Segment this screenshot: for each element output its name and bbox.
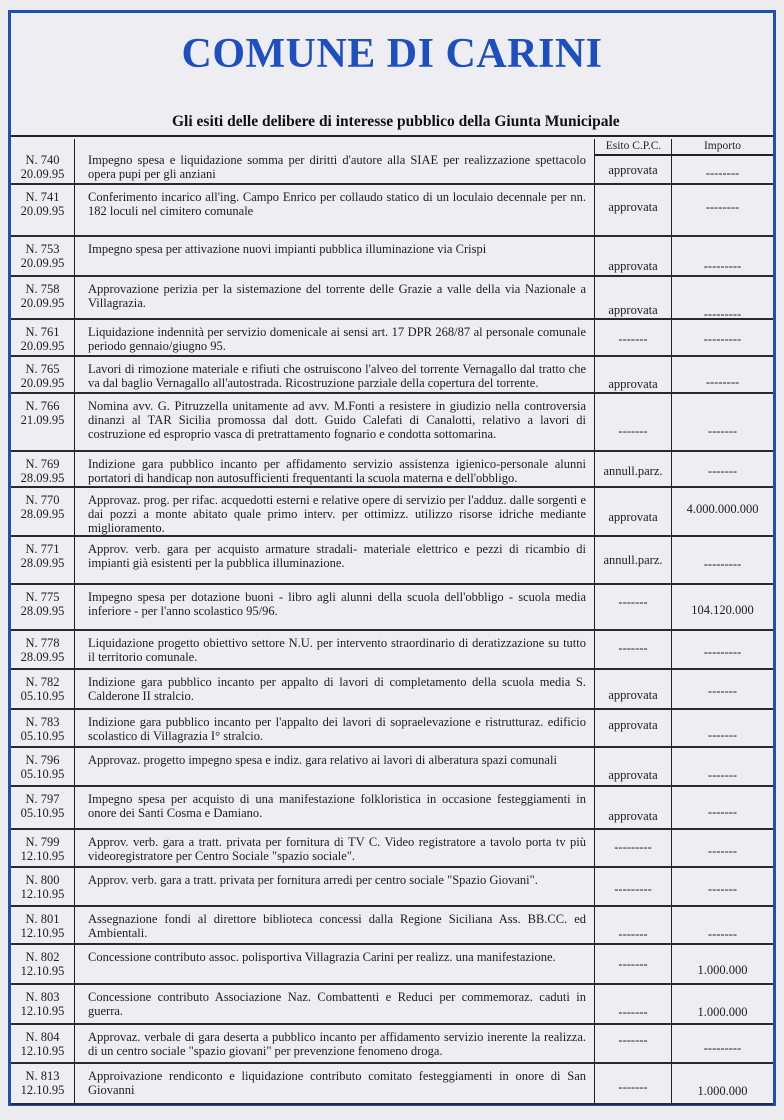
deliberation-number-cell bbox=[11, 1025, 75, 1062]
deliberation-number-cell bbox=[11, 488, 75, 535]
esito-value: approvata bbox=[608, 718, 658, 732]
deliberation-number: N. 803 bbox=[25, 990, 60, 1004]
importo-cell bbox=[672, 868, 773, 905]
table-row bbox=[11, 631, 773, 670]
importo-value: 1.000.000 bbox=[697, 1084, 748, 1098]
esito-cell bbox=[595, 748, 672, 785]
importo-cell bbox=[672, 537, 773, 583]
importo-value: ------- bbox=[707, 464, 738, 478]
importo-value: -------- bbox=[705, 200, 740, 214]
deliberation-number: N. 782 bbox=[25, 675, 60, 689]
esito-value: ------- bbox=[618, 927, 648, 941]
divider bbox=[11, 135, 773, 137]
deliberation-number: N. 769 bbox=[25, 457, 60, 471]
table-row bbox=[11, 585, 773, 631]
table-row bbox=[11, 748, 773, 787]
deliberation-number: N. 770 bbox=[25, 493, 60, 507]
esito-value: ------- bbox=[618, 424, 648, 438]
importo-cell bbox=[672, 830, 773, 866]
importo-value: --------- bbox=[703, 645, 742, 659]
deliberation-date: 28.09.95 bbox=[20, 604, 65, 618]
deliberation-number: N. 802 bbox=[25, 950, 60, 964]
table-row bbox=[11, 787, 773, 830]
esito-value: annull.parz. bbox=[603, 553, 663, 567]
importo-value: -------- bbox=[705, 375, 740, 389]
deliberation-description: Conferimento incarico all'ing. Campo Enrico per collaudo statico di un loculaio decennale per nn. 182 loculi nel cimitero comunale bbox=[75, 185, 595, 235]
table-row bbox=[11, 277, 773, 320]
deliberation-description: Impegno spesa per acquisto di una manifestazione folkloristica in occasione festeggiamenti in onore dei Santi Cosma e Damiano. bbox=[75, 787, 595, 828]
importo-value: --------- bbox=[703, 332, 742, 346]
deliberation-number: N. 801 bbox=[25, 912, 60, 926]
importo-cell bbox=[672, 488, 773, 535]
deliberation-description: Impegno spesa e liquidazione somma per diritti d'autore alla SIAE per realizzazione spettacolo opera pupi per gli anziani bbox=[75, 139, 595, 183]
deliberation-date: 12.10.95 bbox=[20, 1044, 65, 1058]
deliberation-date: 28.09.95 bbox=[20, 650, 65, 664]
deliberation-description: Lavori di rimozione materiale e rifiuti che ostruiscono l'alveo del torrente Vernagallo dal tratto che va dal baglio Vernagallo all'autostrada. Ricostruzione parziale della copertura del torrente. bbox=[75, 357, 595, 392]
esito-value: --------- bbox=[614, 882, 652, 896]
importo-cell bbox=[672, 945, 773, 983]
deliberation-number: N. 775 bbox=[25, 590, 60, 604]
deliberation-number: N. 740 bbox=[25, 153, 60, 167]
deliberation-date: 20.09.95 bbox=[20, 376, 65, 390]
deliberation-description: Approv. verb. gara a tratt. privata per fornitura arredi per centro sociale "Spazio Giovani". bbox=[75, 868, 595, 905]
importo-cell bbox=[672, 1064, 773, 1103]
deliberation-date: 20.09.95 bbox=[20, 204, 65, 218]
deliberation-number: N. 804 bbox=[25, 1030, 60, 1044]
importo-value: ------- bbox=[707, 805, 738, 819]
esito-cell bbox=[595, 670, 672, 708]
importo-cell bbox=[672, 1025, 773, 1062]
importo-cell bbox=[672, 670, 773, 708]
deliberation-number-cell bbox=[11, 945, 75, 983]
table-row bbox=[11, 710, 773, 748]
importo-cell bbox=[672, 277, 773, 321]
esito-value: ------- bbox=[618, 1005, 648, 1019]
importo-cell bbox=[672, 237, 773, 275]
esito-cell bbox=[595, 985, 672, 1023]
table-row bbox=[11, 907, 773, 945]
importo-value: ------- bbox=[707, 768, 738, 782]
deliberation-number: N. 778 bbox=[25, 636, 60, 650]
esito-cell bbox=[595, 830, 672, 866]
deliberation-date: 12.10.95 bbox=[20, 964, 65, 978]
esito-value: approvata bbox=[608, 303, 658, 317]
importo-cell bbox=[672, 787, 773, 828]
deliberation-number: N. 758 bbox=[25, 282, 60, 296]
importo-value: 104.120.000 bbox=[691, 603, 754, 617]
deliberation-description: Approivazione rendiconto e liquidazione contributo comitato festeggiamenti in onore di San Giovanni bbox=[75, 1064, 595, 1103]
table-row bbox=[11, 452, 773, 488]
importo-cell bbox=[672, 631, 773, 668]
deliberation-number-cell bbox=[11, 452, 75, 486]
deliberation-number-cell bbox=[11, 631, 75, 668]
deliberation-date: 12.10.95 bbox=[20, 1004, 65, 1018]
esito-value: ------- bbox=[618, 1033, 648, 1047]
deliberation-number-cell bbox=[11, 985, 75, 1023]
esito-cell bbox=[595, 1025, 672, 1062]
deliberation-number: N. 771 bbox=[25, 542, 60, 556]
table-row bbox=[11, 320, 773, 357]
importo-cell bbox=[672, 185, 773, 235]
deliberation-description: Liquidazione progetto obiettivo settore N.U. per intervento straordinario di deratizzazione su tutto il territorio comunale. bbox=[75, 631, 595, 668]
deliberation-description: Impegno spesa per dotazione buoni - libro agli alunni della scuola dell'obbligo - scuola media inferiore - per l'anno scolastico 95/96. bbox=[75, 585, 595, 629]
deliberation-number: N. 761 bbox=[25, 325, 60, 339]
deliberation-date: 28.09.95 bbox=[20, 507, 65, 521]
esito-value: approvata bbox=[608, 259, 658, 273]
esito-value: approvata bbox=[608, 809, 658, 823]
importo-cell bbox=[672, 139, 773, 183]
deliberation-number: N. 796 bbox=[25, 753, 60, 767]
esito-cell bbox=[595, 488, 672, 535]
esito-value: ------- bbox=[618, 1080, 648, 1094]
esito-cell bbox=[595, 537, 672, 583]
importo-value: 1.000.000 bbox=[697, 1005, 748, 1019]
deliberation-date: 12.10.95 bbox=[20, 849, 65, 863]
table-row bbox=[11, 830, 773, 868]
table-row bbox=[11, 868, 773, 907]
importo-value: ------- bbox=[707, 882, 738, 896]
table-row bbox=[11, 1064, 773, 1105]
importo-value: -------- bbox=[705, 166, 740, 180]
esito-cell bbox=[595, 585, 672, 629]
deliberation-number-cell bbox=[11, 237, 75, 275]
deliberation-description: Concessione contributo assoc. polisportiva Villagrazia Carini per realizz. una manifestazione. bbox=[75, 945, 595, 983]
deliberation-description: Approvazione perizia per la sistemazione del torrente delle Grazie a valle della via Nazionale a Villagrazia. bbox=[75, 277, 595, 318]
deliberation-date: 12.10.95 bbox=[20, 1083, 65, 1097]
esito-value: ------- bbox=[618, 957, 648, 971]
deliberation-number: N. 813 bbox=[25, 1069, 60, 1083]
deliberation-date: 05.10.95 bbox=[20, 767, 65, 781]
deliberation-number-cell bbox=[11, 830, 75, 866]
esito-cell bbox=[595, 710, 672, 746]
deliberation-description: Concessione contributo Associazione Naz. Combattenti e Reduci per commemoraz. caduti in guerra. bbox=[75, 985, 595, 1023]
deliberation-date: 20.09.95 bbox=[20, 167, 65, 181]
importo-cell bbox=[672, 585, 773, 629]
deliberation-number-cell bbox=[11, 139, 75, 183]
importo-value: --------- bbox=[703, 259, 742, 273]
deliberation-number: N. 799 bbox=[25, 835, 60, 849]
esito-cell bbox=[595, 945, 672, 983]
deliberation-number: N. 741 bbox=[25, 190, 60, 204]
deliberation-number-cell bbox=[11, 585, 75, 629]
esito-value: approvata bbox=[608, 510, 658, 524]
esito-value: approvata bbox=[608, 377, 658, 391]
esito-cell bbox=[595, 277, 672, 318]
column-header-importo: Importo bbox=[703, 140, 742, 152]
deliberation-number-cell bbox=[11, 320, 75, 355]
esito-value: --------- bbox=[614, 840, 652, 854]
deliberation-description: Approvaz. verbale di gara deserta a pubblico incanto per affidamento servizio inerente la realizza. di un centro sociale "spazio giovani" per prevenzione fenomeno droga. bbox=[75, 1025, 595, 1062]
esito-cell bbox=[595, 237, 672, 275]
importo-value: ------- bbox=[707, 684, 738, 698]
deliberation-number-cell bbox=[11, 670, 75, 708]
esito-cell bbox=[595, 320, 672, 355]
esito-cell bbox=[595, 452, 672, 486]
table-row bbox=[11, 985, 773, 1025]
deliberation-description: Approvaz. prog. per rifac. acquedotti esterni e relative opere di servizio per l'adduz. dalle sorgenti e dai pozzi a monte abitato quale primo interv. per ottimizz. utilizzo risorse idriche mediante miglioramento. bbox=[75, 488, 595, 535]
deliberation-description: Approv. verb. gara a tratt. privata per fornitura di TV C. Video registratore a tavolo porta tv più videoregistratore per Centro Sociale "spazio sociale". bbox=[75, 830, 595, 866]
deliberation-number-cell bbox=[11, 277, 75, 318]
esito-cell bbox=[595, 357, 672, 392]
deliberation-date: 21.09.95 bbox=[20, 413, 65, 427]
importo-cell bbox=[672, 748, 773, 785]
deliberation-description: Assegnazione fondi al direttore biblioteca concessi dalla Regione Siciliana Ass. BB.CC. ed Ambientali. bbox=[75, 907, 595, 943]
deliberation-number-cell bbox=[11, 907, 75, 943]
table-row bbox=[11, 394, 773, 452]
table-row bbox=[11, 670, 773, 710]
deliberation-date: 28.09.95 bbox=[20, 556, 65, 570]
table-row bbox=[11, 139, 773, 185]
importo-value: ------- bbox=[707, 927, 738, 941]
importo-value: 1.000.000 bbox=[697, 963, 748, 977]
column-header-esito: Esito C.P.C. bbox=[605, 140, 662, 152]
esito-cell bbox=[595, 787, 672, 828]
importo-cell bbox=[672, 452, 773, 486]
esito-cell bbox=[595, 868, 672, 905]
importo-value: ------- bbox=[707, 728, 738, 742]
esito-value: approvata bbox=[608, 163, 658, 177]
deliberation-description: Approvaz. progetto impegno spesa e indiz. gara relativo ai lavori di alberatura spazi comunali bbox=[75, 748, 595, 785]
page-subtitle: Gli esiti delle delibere di interesse pubblico della Giunta Municipale bbox=[172, 113, 620, 130]
deliberation-number-cell bbox=[11, 787, 75, 828]
deliberation-number-cell bbox=[11, 357, 75, 392]
table-row bbox=[11, 357, 773, 394]
importo-cell bbox=[672, 985, 773, 1023]
deliberation-description: Impegno spesa per attivazione nuovi impianti pubblica illuminazione via Crispi bbox=[75, 237, 595, 275]
importo-cell bbox=[672, 394, 773, 450]
table-row bbox=[11, 185, 773, 237]
esito-cell bbox=[595, 631, 672, 668]
deliberation-number-cell bbox=[11, 394, 75, 450]
deliberation-number: N. 797 bbox=[25, 792, 60, 806]
deliberation-date: 20.09.95 bbox=[20, 256, 65, 270]
importo-value: --------- bbox=[703, 1041, 742, 1055]
deliberation-number: N. 765 bbox=[25, 362, 60, 376]
esito-cell bbox=[595, 394, 672, 450]
importo-value: --------- bbox=[703, 307, 742, 321]
importo-value: --------- bbox=[703, 557, 742, 571]
table-row bbox=[11, 537, 773, 585]
deliberation-date: 12.10.95 bbox=[20, 926, 65, 940]
deliberation-number-cell bbox=[11, 185, 75, 235]
deliberation-date: 05.10.95 bbox=[20, 806, 65, 820]
esito-cell bbox=[595, 907, 672, 943]
table-row bbox=[11, 945, 773, 985]
table-row bbox=[11, 488, 773, 537]
deliberation-number-cell bbox=[11, 748, 75, 785]
esito-value: approvata bbox=[608, 768, 658, 782]
deliberation-number-cell bbox=[11, 710, 75, 746]
deliberation-description: Nomina avv. G. Pitruzzella unitamente ad avv. M.Fonti a resistere in giudizio nella controversia dinanzi al TAR Sicilia promossa dal dott. Guido Calefati di Canalotti, relativo a lavori di costruzione ed esproprio vasca di pretrattamento fognario e condotta sottomarina. bbox=[75, 394, 595, 450]
deliberation-number-cell bbox=[11, 537, 75, 583]
esito-cell bbox=[595, 1064, 672, 1103]
esito-value: ------- bbox=[618, 332, 648, 346]
deliberation-date: 20.09.95 bbox=[20, 339, 65, 353]
importo-value: ------- bbox=[707, 844, 738, 858]
esito-value: ------- bbox=[618, 641, 648, 655]
table-row bbox=[11, 1025, 773, 1064]
deliberation-description: Indizione gara pubblico incanto per affidamento servizio assistenza igienico-personale alunni portatori di handicap non autosufficienti frequentanti la scuola materna e dell'obbligo. bbox=[75, 452, 595, 486]
importo-value: ------- bbox=[707, 424, 738, 438]
deliberation-number: N. 766 bbox=[25, 399, 60, 413]
deliberation-date: 20.09.95 bbox=[20, 296, 65, 310]
page-title: COMUNE DI CARINI bbox=[181, 31, 603, 77]
esito-cell bbox=[595, 139, 672, 183]
deliberation-date: 05.10.95 bbox=[20, 729, 65, 743]
esito-cell bbox=[595, 185, 672, 235]
table-row bbox=[11, 237, 773, 277]
esito-value: approvata bbox=[608, 688, 658, 702]
deliberation-number: N. 800 bbox=[25, 873, 60, 887]
deliberation-date: 28.09.95 bbox=[20, 471, 65, 485]
importo-value: 4.000.000.000 bbox=[686, 502, 759, 516]
deliberation-description: Indizione gara pubblico incanto per l'appalto dei lavori di sopraelevazione e ristrutturaz. edificio scolastico di Villagrazia I° stralcio. bbox=[75, 710, 595, 746]
esito-value: annull.parz. bbox=[603, 464, 663, 478]
deliberation-number: N. 783 bbox=[25, 715, 60, 729]
importo-cell bbox=[672, 710, 773, 746]
importo-cell bbox=[672, 320, 773, 355]
deliberation-number-cell bbox=[11, 868, 75, 905]
deliberation-description: Approv. verb. gara per acquisto armature stradali- materiale elettrico e pezzi di ricambio di impianti già esistenti per la pubblica illuminazione. bbox=[75, 537, 595, 583]
importo-cell bbox=[672, 907, 773, 943]
deliberation-date: 12.10.95 bbox=[20, 887, 65, 901]
deliberation-description: Indizione gara pubblico incanto per appalto di lavori di completamento della scuola media S. Calderone II stralcio. bbox=[75, 670, 595, 708]
importo-cell bbox=[672, 357, 773, 392]
deliberation-number: N. 753 bbox=[25, 242, 60, 256]
esito-value: approvata bbox=[608, 200, 658, 214]
deliberation-number-cell bbox=[11, 1064, 75, 1103]
deliberation-date: 05.10.95 bbox=[20, 689, 65, 703]
esito-value: ------- bbox=[618, 595, 648, 609]
deliberation-description: Liquidazione indennità per servizio domenicale ai sensi art. 17 DPR 268/87 al personale comunale periodo gennaio/giugno 95. bbox=[75, 320, 595, 355]
